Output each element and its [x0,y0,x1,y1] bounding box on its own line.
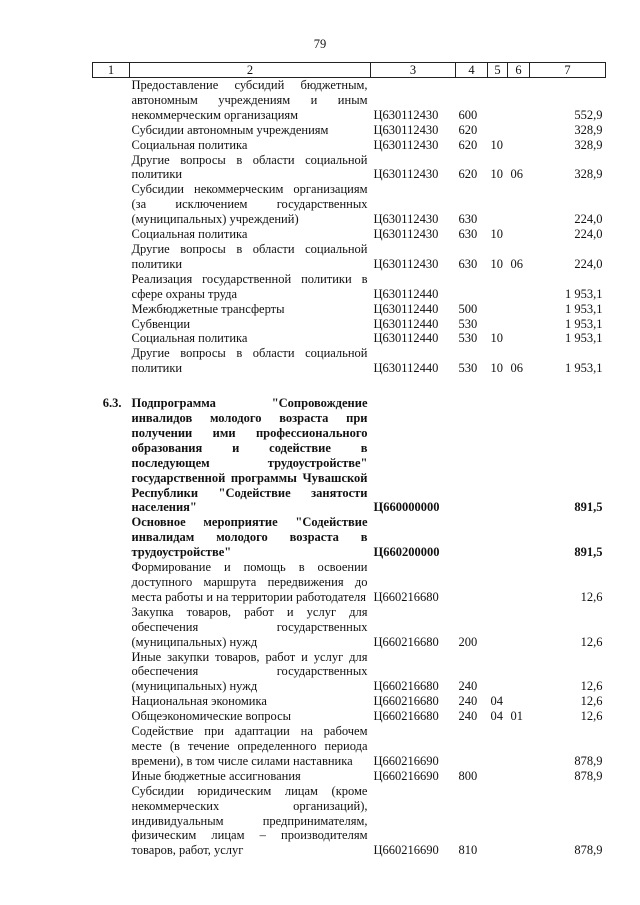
row-number [93,123,130,138]
row-amount: 1 953,1 [565,286,603,301]
row-code: Ц660216680 [373,589,439,604]
row-amount: 328,9 [574,137,603,152]
row-name: Закупка товаров, работ и услуг для обеспечения государственных (муниципальных) нужд [131,604,368,649]
table-body [93,78,606,859]
row-amount: 878,9 [574,768,603,783]
row-subsection [508,78,530,123]
spacer-row [93,376,606,396]
row-section [488,302,508,317]
row-amount: 12,6 [580,694,603,709]
row-name: Иные бюджетные ассигнования [131,768,301,783]
table-row [93,346,606,376]
row-amount: 12,6 [580,709,603,724]
row-code: Ц660216690 [373,843,439,858]
row-subsection [508,694,530,709]
row-expense-type: 630 [458,227,478,242]
header-col-4: 4 [456,63,488,78]
row-section [488,272,508,302]
row-section: 10 [490,361,503,376]
row-code: Ц630112440 [373,286,439,301]
row-section [488,78,508,123]
header-col-5: 5 [488,63,508,78]
row-section: 04 [490,694,503,709]
row-subsection [508,650,530,695]
row-subsection [508,302,530,317]
row-subsection [508,123,530,138]
row-code: Ц630112440 [373,316,439,331]
row-expense-type [456,515,488,560]
row-name: Субсидии юридическим лицам (кроме некоммерческих организаций), индивидуальным предпринимателям, физическим лицам – производителям товаров, работ, услуг [131,783,368,858]
table-row [93,650,606,695]
table-row [93,709,606,724]
row-amount: 891,5 [574,545,603,560]
row-expense-type: 240 [458,694,478,709]
row-expense-type: 810 [458,843,478,858]
row-name: Другие вопросы в области социальной политики [131,241,368,271]
row-amount: 12,6 [580,679,603,694]
row-number [93,346,130,376]
row-subsection: 01 [510,709,523,724]
row-amount: 878,9 [574,753,603,768]
row-code: Ц630112430 [373,227,439,242]
row-subsection [508,331,530,346]
row-amount: 878,9 [574,843,603,858]
row-number [93,560,130,605]
row-section: 10 [490,227,503,242]
row-amount: 12,6 [580,634,603,649]
row-section [488,396,508,515]
row-code: Ц660216680 [373,679,439,694]
row-section [488,560,508,605]
row-number [93,769,130,784]
row-code: Ц630112430 [373,137,439,152]
row-number [93,650,130,695]
row-subsection [508,515,530,560]
row-number [93,724,130,769]
row-subsection [508,272,530,302]
row-expense-type: 500 [458,301,478,316]
page-number: 79 [313,37,327,51]
row-code: Ц660216680 [373,694,439,709]
row-number [93,331,130,346]
header-row [93,63,606,78]
row-subsection [508,560,530,605]
row-name: Субвенции [131,316,191,331]
row-subsection [508,724,530,769]
row-number [93,515,130,560]
row-subsection: 06 [510,256,523,271]
table-row [93,302,606,317]
row-section [488,317,508,332]
header-col-1: 1 [93,63,130,78]
row-expense-type: 530 [458,331,478,346]
row-expense-type: 620 [458,122,478,137]
row-expense-type: 800 [458,768,478,783]
row-code: Ц660000000 [373,500,440,515]
table-row [93,153,606,183]
row-name: Социальная политика [131,331,248,346]
table-row [93,317,606,332]
table-row [93,396,606,515]
row-subsection [508,182,530,227]
table-row [93,694,606,709]
row-number: 6.3. [102,396,122,411]
row-amount: 1 953,1 [565,316,603,331]
row-number [93,138,130,153]
row-expense-type: 620 [458,137,478,152]
header-col-7: 7 [530,63,606,78]
row-amount: 1 953,1 [565,361,603,376]
row-amount: 552,9 [574,107,603,122]
row-expense-type [456,560,488,605]
row-subsection [508,769,530,784]
row-expense-type: 620 [458,167,478,182]
header-col-3: 3 [371,63,456,78]
row-subsection: 06 [510,167,523,182]
row-amount: 1 953,1 [565,331,603,346]
row-expense-type: 530 [458,361,478,376]
row-section: 04 [490,709,503,724]
table-row [93,331,606,346]
row-name: Межбюджетные трансферты [131,301,285,316]
table-row [93,123,606,138]
row-expense-type: 240 [458,709,478,724]
row-expense-type [456,272,488,302]
row-section: 10 [490,256,503,271]
row-amount: 224,0 [574,212,603,227]
row-name: Реализация государственной политики в сфере охраны труда [131,271,368,301]
row-amount: 891,5 [574,500,603,515]
table-row [93,138,606,153]
row-expense-type: 600 [458,107,478,122]
row-expense-type: 630 [458,256,478,271]
row-code: Ц630112440 [373,301,439,316]
row-number [93,182,130,227]
row-number [93,709,130,724]
row-number [93,78,130,123]
row-number [93,694,130,709]
row-number [93,242,130,272]
table-row [93,560,606,605]
table-row [93,227,606,242]
row-name: Общеэкономические вопросы [131,709,292,724]
row-expense-type [456,396,488,515]
row-subsection: 06 [510,361,523,376]
row-code: Ц660216680 [373,634,439,649]
budget-table [92,62,606,858]
row-section [488,724,508,769]
row-subsection [508,396,530,515]
row-name: Предоставление субсидий бюджетным, автономным учреждениям и иным некоммерческим организациям [131,78,368,122]
row-code: Ц630112430 [373,212,439,227]
row-section: 10 [490,137,503,152]
row-name: Формирование и помощь в освоении доступного маршрута передвижения до места работы и на территории работодателя [131,560,368,604]
row-name: Подпрограмма "Сопровождение инвалидов молодого возраста при получении ими профессионального образования и содействие в последующем трудоустройстве" государственной программы Чувашской Республики "Содействие занятости населения" [131,396,368,515]
row-name: Субсидии автономным учреждениям [131,122,329,137]
row-number [93,153,130,183]
row-number [93,317,130,332]
row-number [93,605,130,650]
row-code: Ц660216680 [373,709,439,724]
row-section [488,784,508,859]
row-section [488,515,508,560]
row-amount: 1 953,1 [565,301,603,316]
table-row [93,242,606,272]
row-section [488,605,508,650]
row-amount: 328,9 [574,167,603,182]
table-row [93,724,606,769]
row-expense-type: 200 [458,634,478,649]
row-subsection [508,605,530,650]
row-code: Ц660216690 [373,768,439,783]
row-subsection [508,317,530,332]
row-section [488,123,508,138]
table-row [93,182,606,227]
row-name: Национальная экономика [131,694,267,709]
row-name: Содействие при адаптации на рабочем месте (в течение определенного периода времени), в том числе силами наставника [131,724,368,768]
row-amount: 224,0 [574,227,603,242]
row-code: Ц630112430 [373,256,439,271]
table-row [93,784,606,859]
row-name: Социальная политика [131,227,248,242]
row-code: Ц660216690 [373,753,439,768]
row-section [488,650,508,695]
row-code: Ц630112440 [373,331,439,346]
row-number [93,784,130,859]
row-subsection [508,138,530,153]
row-name: Субсидии некоммерческим организациям (за исключением государственных (муниципальных) учреждений) [131,182,368,227]
row-number [93,302,130,317]
table-row [93,605,606,650]
row-name: Социальная политика [131,137,248,152]
row-section: 10 [490,331,503,346]
row-name: Другие вопросы в области социальной политики [131,346,368,376]
row-section [488,182,508,227]
row-number [93,272,130,302]
row-subsection [508,227,530,242]
row-subsection [508,784,530,859]
table-row [93,769,606,784]
row-expense-type: 630 [458,212,478,227]
row-code: Ц630112440 [373,361,439,376]
row-amount: 224,0 [574,256,603,271]
spacer-cell [93,376,606,396]
row-amount: 12,6 [580,589,603,604]
header-col-6: 6 [508,63,530,78]
row-amount: 328,9 [574,122,603,137]
row-expense-type [456,724,488,769]
row-code: Ц630112430 [373,122,439,137]
row-code: Ц630112430 [373,167,439,182]
row-name: Иные закупки товаров, работ и услуг для обеспечения государственных (муниципальных) нужд [131,649,368,694]
row-section: 10 [490,167,503,182]
row-code: Ц630112430 [373,107,439,122]
row-section [488,769,508,784]
table-row [93,515,606,560]
row-expense-type: 530 [458,316,478,331]
row-expense-type: 240 [458,679,478,694]
row-name: Основное мероприятие "Содействие инвалидам молодого возраста в трудоустройстве" [131,515,368,560]
table-row [93,272,606,302]
table-row [93,78,606,123]
row-number [93,227,130,242]
row-code: Ц660200000 [373,545,440,560]
header-col-2: 2 [130,63,371,78]
row-name: Другие вопросы в области социальной политики [131,152,368,182]
